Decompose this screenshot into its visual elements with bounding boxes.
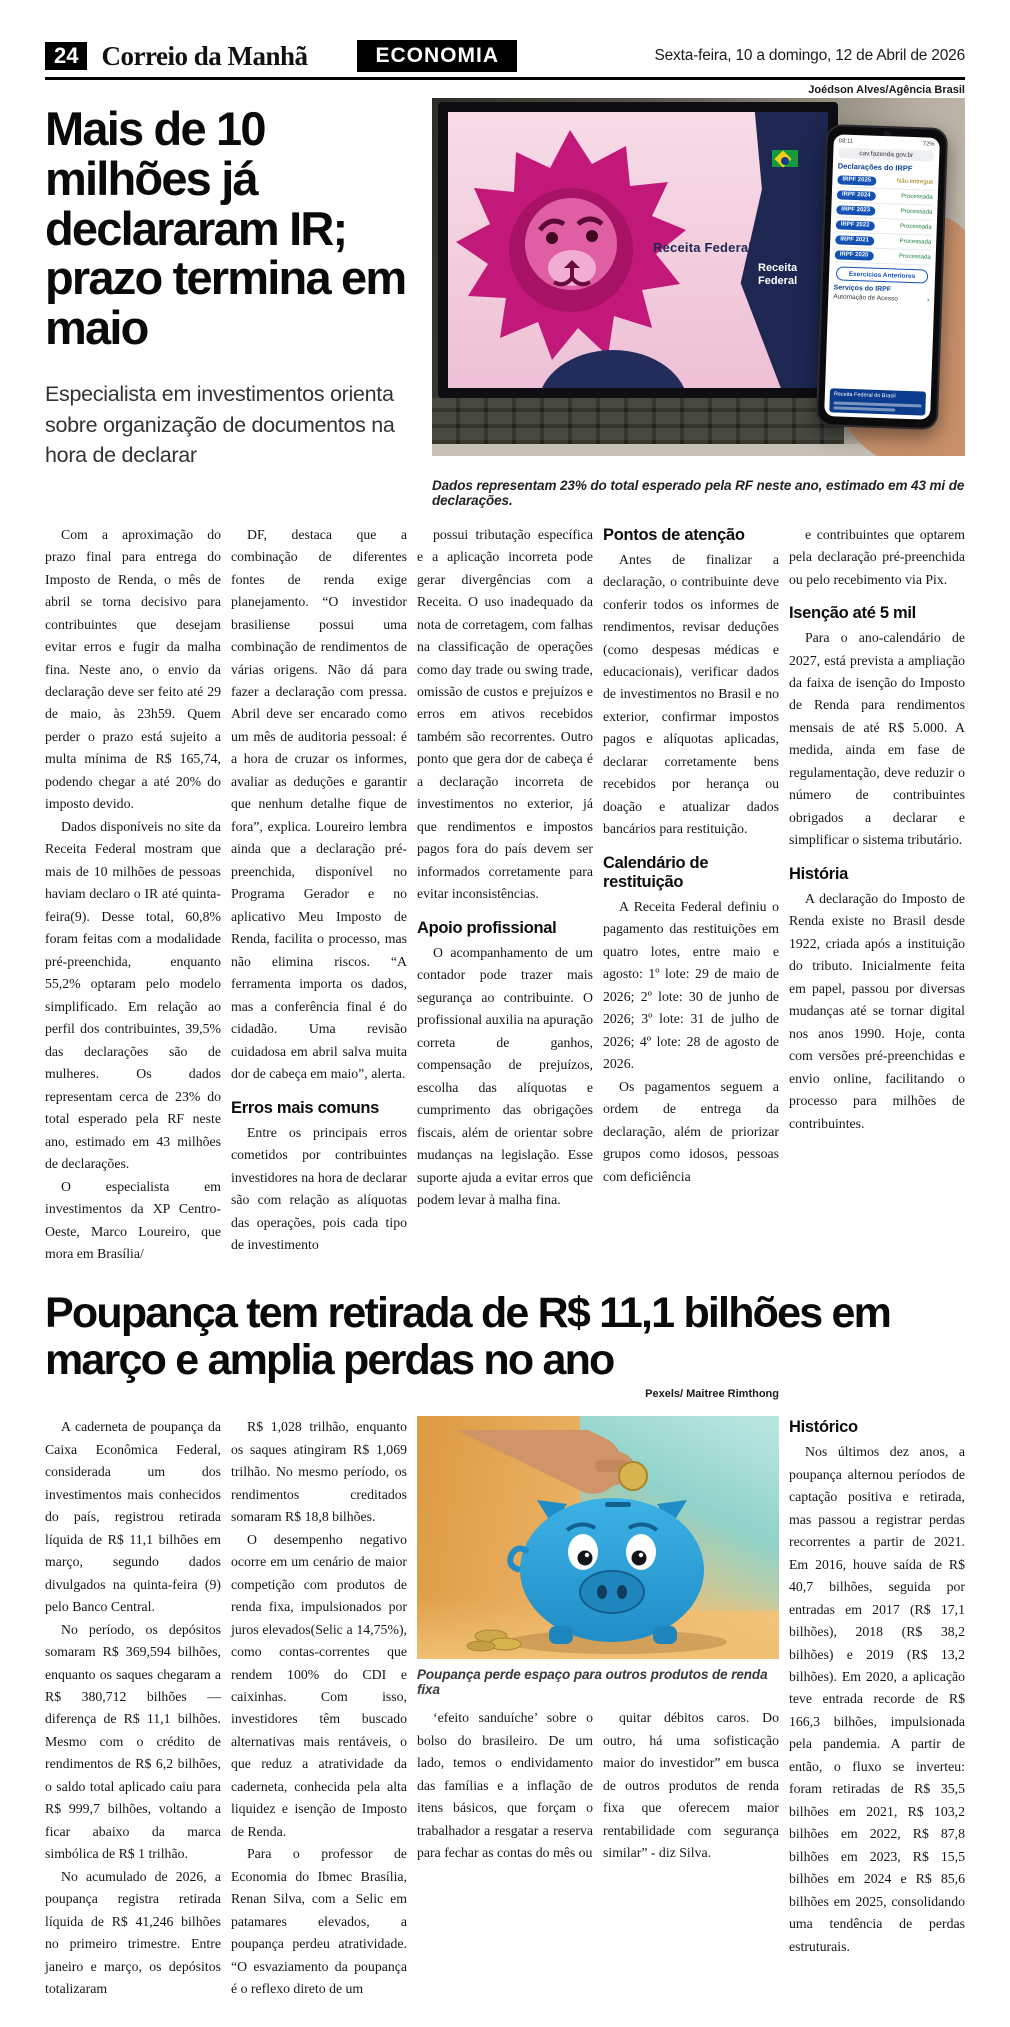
edition-date: Sexta-feira, 10 a domingo, 12 de Abril de 2026 — [654, 47, 965, 64]
article1-columns — [45, 524, 965, 1266]
photo-caption-2: Poupança perde espaço para outros produtos de renda fixa — [417, 1667, 768, 1698]
body-paragraph: Para o professor de Economia do Ibmec Brasília, Renan Silva, com a Selic em patamares elevados, a poupança perdeu atratividade. “O esvaziamento da poupança é o reflexo direto de um — [231, 1846, 407, 1997]
body-paragraph: ‘efeito sanduíche’ sobre o bolso do brasileiro. De um lado, temos o endividamento das famílias e a inflação de itens básicos, que forçam o trabalhador a resgatar a reserva para fechar as contas do mês ou — [417, 1710, 593, 1861]
headline-article1: Mais de 10 milhões já declararam IR; prazo termina em maio — [45, 102, 406, 355]
article1-column-1 — [45, 524, 221, 1266]
previous-years-button: Exercícios Anteriores — [836, 266, 928, 283]
piggy-bank-photo — [417, 1416, 779, 1659]
irpf-app-title: Declarações do IRPF — [837, 161, 913, 173]
article2-column-2 — [231, 1416, 407, 2001]
irpf-year-badge: IRPF 2023 — [836, 205, 875, 215]
heading-calendario-de-restituicao: Calendário de restituição — [603, 853, 709, 891]
article1-column-5 — [789, 524, 965, 1266]
irpf-status: Processada — [901, 193, 933, 201]
receita-federal-screen-text-2: Receita Federal — [758, 262, 798, 288]
body-paragraph: DF, destaca que a combinação de diferentes fontes de renda exige planejamento. “O investidor brasiliense possui uma combinação de rendimentos de várias origens. Não dá para fazer a declaração com pressa. Abril deve ser encarado como um mês de auditoria pessoal: é a hora de cruzar os informes, avaliar as deduções e garantir que nenhum detalhe fique de fora”, explica. Loureiro lembra ainda que a declaração pré-preenchida, disponível no Programa Gerador e no aplicativo Meu Imposto de Renda, facilita o processo, mas não elimina riscos. “A ferramenta importa os dados, mas a conferência final é do cidadão. Uma revisão cuidadosa em abril salva muita dor de cabeça em maio”, alerta. — [231, 526, 407, 1082]
body-paragraph: Os pagamentos seguem a ordem de entrega da declaração, além de priorizar grupos como idosos, pessoas com deficiência — [603, 1078, 779, 1184]
phone-url-bar: cav.fazenda.gov.br — [838, 147, 934, 161]
chevron-right-icon: › — [926, 296, 930, 304]
body-paragraph: Com a aproximação do prazo final para entrega do Imposto de Renda, o mês de abril se torna decisivo para contribuintes que desejam evitar erros e fugir da malha fina. Neste ano, o envio da declaração deve ser feito até 29 de maio, às 23h59. Quem perder o prazo está sujeito a multa mínima de R$ 165,74, podendo chegar a até 20% do imposto devido. — [45, 526, 221, 812]
phone-battery: 72% — [922, 141, 935, 148]
irpf-year-badge: IRPF 2022 — [836, 220, 875, 230]
heading-historico: Histórico — [789, 1418, 858, 1437]
heading-historia: História — [789, 864, 849, 883]
article1-top — [45, 98, 965, 471]
headline-article2: Poupança tem retirada de R$ 11,1 bilhões em março e amplia perdas no ano — [45, 1288, 891, 1384]
heading-erros-mais-comuns: Erros mais comuns — [231, 1098, 380, 1117]
smartphone — [816, 124, 948, 430]
heading-isencao-ate-5-mil: Isenção até 5 mil — [789, 604, 916, 623]
monitor-screen — [448, 112, 828, 388]
body-paragraph: possui tributação específica e a aplicação incorreta pode gerar divergências com a Receita. O uso inadequado da nota de corretagem, com falhas na classificação de operações como day trade ou swing trade, omissão de custos e prejuízos e erros em ativos recebidos também são recorrentes. Outro ponto que gera dor de cabeça é a declaração incorreta de investimentos no exterior, já que rendimentos e impostos pagos fora do país devem ser informados corretamente para evitar inconsistências. — [417, 526, 593, 902]
heading-apoio-profissional: Apoio profissional — [417, 918, 557, 937]
phone-footer-banner — [829, 389, 926, 416]
body-paragraph: quitar débitos caros. Do outro, há uma sofisticação maior do investidor” em busca de outros produtos de renda fixa que oferecem maior rentabilidade com segurança similar” - diz Silva. — [603, 1710, 779, 1861]
article2-column-1 — [45, 1416, 221, 2001]
body-paragraph: Dados disponíveis no site da Receita Federal mostram que mais de 10 milhões de pessoas haviam declaro o IR até quinta-feira(9). Desse total, 60,8% foram feitas com a modalidade pré-preenchida, enquanto 55,2% optaram pelo modelo simplificado. Em relação ao perfil dos contribuintes, 39,5% das declarações são de mulheres. Os dados representam cerca de 23% do total esperado pela RF neste ano, estimado em 43 milhões de declarações. — [45, 818, 221, 1172]
irpf-photo — [432, 98, 965, 456]
monitor — [438, 102, 838, 398]
banner-text: Receita Federal do Brasil — [833, 391, 896, 400]
service-row — [833, 291, 929, 305]
body-paragraph: No período, os depósitos somaram R$ 369,594 bilhões, enquanto os saques chegaram a R$ 380,712 bilhões — diferença de R$ 11,1 bilhões. Mesmo com o crédito de rendimentos de R$ 6,2 bilhões, o saldo total aplicado caiu para R$ 999,7 bilhões, voltando a ficar abaixo da marca simbólica de R$ 1 trilhão. — [45, 1621, 221, 1862]
phone-time: 08:11 — [838, 138, 854, 145]
masthead: Correio da Manhã — [101, 40, 308, 71]
page-header — [45, 40, 965, 72]
services-title: Serviços do IRPF — [833, 284, 892, 294]
banner-text-line — [833, 406, 895, 411]
heading-pontos-de-atencao: Pontos de atenção — [603, 525, 745, 544]
article2-mid-columns — [417, 1707, 779, 1864]
irpf-year-badge: IRPF 2021 — [835, 235, 874, 245]
irpf-year-badge: IRPF 2020 — [835, 250, 874, 260]
body-paragraph: Antes de finalizar a declaração, o contribuinte deve conferir todos os informes de rendimentos, revisar deduções (como despesas médicas e educacionais), verificar dados de investimentos no Brasil e no exterior, confirmar impostos pagos e alíquotas aplicadas, declarar corretamente bens recebidos por herança ou doação e atualizar dados bancários para restituição. — [603, 551, 779, 837]
body-paragraph: A declaração do Imposto de Renda existe no Brasil desde 1922, criada após a instituição do tributo. Inicialmente feita em papel, passou por diversas mudanças até se tornar digital nos anos 1990. Hoje, conta com versões pré-preenchidas e envio online, facilitando o processo para milhões de contribuintes. — [789, 890, 965, 1131]
body-paragraph: Para o ano-calendário de 2027, está prevista a ampliação da faixa de isenção do Imposto de Renda para rendimentos mensais de até R$ 5.000. A medida, ainda em fase de regulamentação, deve reduzir o número de contribuintes obrigados a declarar e simplificar o sistema tributário. — [789, 630, 965, 848]
article1-column-3 — [417, 524, 593, 1266]
irpf-year-badge: IRPF 2025 — [837, 175, 876, 185]
article2-column-5 — [789, 1416, 965, 2001]
body-paragraph: A caderneta de poupança da Caixa Econômica Federal, considerada um dos investimentos mais conhecidos do país, registrou retirada líquida de R$ 11,1 bilhões em março, segundo dados divulgados na quinta-feira (9) pelo Banco Central. — [45, 1419, 221, 1615]
photo-credit-2: Pexels/ Maitree Rimthong — [645, 1388, 779, 1401]
brazil-flag-icon — [772, 150, 798, 167]
body-paragraph: R$ 1,028 trilhão, enquanto os saques atingiram R$ 1,069 trilhão. No mesmo período, os rendimentos creditados somaram R$ 18,8 bilhões. — [231, 1419, 407, 1525]
irpf-status: Processada — [899, 238, 932, 246]
article2-column-3 — [417, 1707, 593, 1864]
receita-federal-screen-text: Receita Federal — [653, 240, 753, 255]
phone-screen — [824, 134, 940, 420]
irpf-row-2020 — [834, 247, 930, 265]
body-paragraph: e contribuintes que optarem pela declaração pré-preenchida ou pelo recebimento via Pix. — [789, 526, 965, 587]
section-label: ECONOMIA — [357, 40, 517, 72]
body-paragraph: O especialista em investimentos da XP Centro-Oeste, Marco Loureiro, que mora em Brasília/ — [45, 1178, 221, 1262]
body-paragraph: A Receita Federal definiu o pagamento das restituições em quatro lotes, entre maio e agosto: 1º lote: 29 de maio de 2026; 2º lote: 30 de junho de 2026; 3º lote: 31 de julho de 2026; 4º lote: 28 de agosto de 2026. — [603, 898, 779, 1072]
header-rule — [45, 77, 965, 80]
article1-column-4 — [603, 524, 779, 1266]
photo-caption-1: Dados representam 23% do total esperado pela RF neste ano, estimado em 43 mi de declarações. — [432, 477, 965, 508]
subhead-article1: Especialista em investimentos orienta sobre organização de documentos na hora de declarar — [45, 382, 395, 468]
coins-stack — [467, 1630, 521, 1651]
body-paragraph: Entre os principais erros cometidos por contribuintes investidores na hora de declarar são com relação as alíquotas das operações, pois cada tipo de investimento — [231, 1124, 407, 1253]
irpf-status: Processada — [898, 253, 931, 261]
photo-credit-1: Joédson Alves/Agência Brasil — [808, 84, 965, 96]
body-paragraph: O desempenho negativo ocorre em um cenário de maior competição com produtos de renda fixa, impulsionados por juros elevados(Selic a 14,75%), como contas-correntes que rendem 100% do CDI e caixinhas. Com isso, investidores têm buscado alternativas mais rentáveis, o que reduz a atratividade da caderneta, conhecida pela alta liquidez e isenção de Imposto de Renda. — [231, 1531, 407, 1839]
irpf-status: Não entregue — [896, 178, 934, 186]
body-paragraph: Nos últimos dez anos, a poupança alternou períodos de captação positiva e retirada, mas passou a registrar perdas recorrentes a partir de 2021. Em 2016, houve saída de R$ 40,7 bilhões, seguida por entradas em 2017 (R$ 17,1 bilhões), 2018 (R$ 38,2 bilhões) e 2019 (R$ 13,2 bilhões). Em 2020, a aplicação teve entrada recorde de R$ 166,3 bilhões, impulsionada pela pandemia. A partir de então, o fluxo se inverteu: foram retiradas de R$ 35,5 bilhões em 2021, R$ 103,2 bilhões em 2022, R$ 87,8 bilhões em 2023, R$ 15,5 bilhões em 2024 e R$ 85,6 bilhões em 2025, consolidando uma tendência de perdas estruturais. — [789, 1444, 965, 1954]
piggy-bank-illustration — [457, 1430, 757, 1659]
page-number: 24 — [45, 42, 87, 70]
hand-dropping-coin — [457, 1430, 635, 1503]
body-paragraph: O acompanhamento de um contador pode trazer mais segurança ao contribuinte. O profissional auxilia na apuração correta de ganhos, compensação de prejuízos, escolha das alíquotas e cumprimento das obrigações fiscais, além de orientar sobre mudanças na legislação. Esse suporte ajuda a evitar erros que podem levar à malha fina. — [417, 944, 593, 1208]
irpf-year-badge: IRPF 2024 — [837, 190, 876, 200]
article2-column-4 — [603, 1707, 779, 1864]
article2-columns — [45, 1416, 965, 2001]
article1-column-2 — [231, 524, 407, 1266]
irpf-status: Processada — [899, 223, 932, 231]
article2-photo-block — [417, 1416, 779, 2001]
irpf-status: Processada — [900, 208, 933, 216]
body-paragraph: No acumulado de 2026, a poupança registra retirada líquida de R$ 41,246 bilhões no primeiro trimestre. Entre janeiro e março, os depósitos totalizaram — [45, 1868, 221, 1997]
service-label: Automação de Acesso — [833, 293, 899, 303]
